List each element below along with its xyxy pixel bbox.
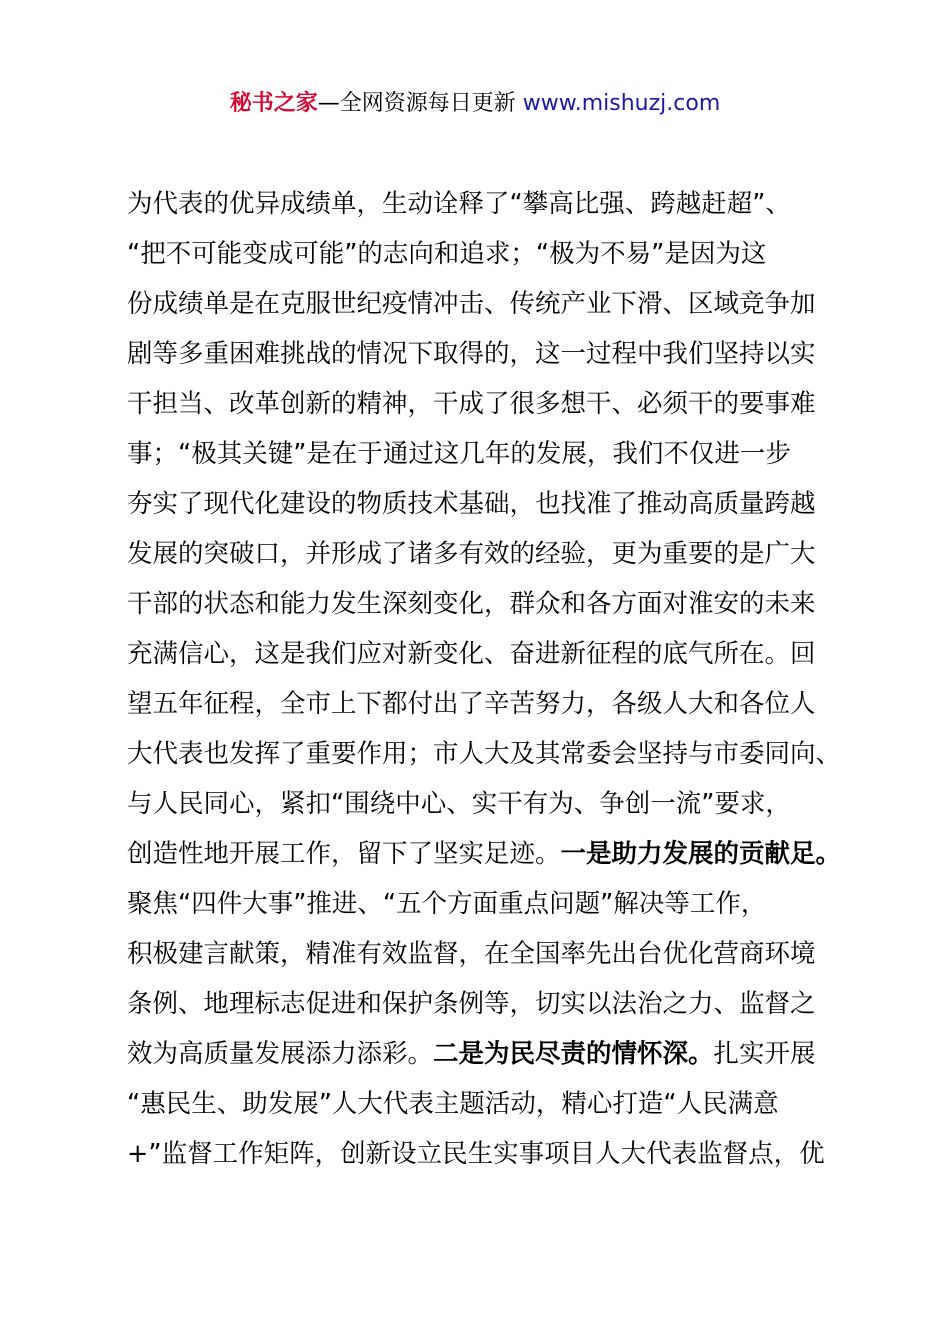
text-line xyxy=(127,684,847,734)
text-line xyxy=(127,434,847,484)
body-text-segment: 聚焦“四件大事”推进、“五个方面重点问题”解决等工作， xyxy=(127,889,767,919)
text-line xyxy=(127,1134,847,1184)
body-text-segment: 积极建言献策，精准有效监督，在全国率先出台优化营商环境 xyxy=(127,939,816,969)
body-text-segment: 与人民同心，紧扣“围绕中心、实干有为、争创一流”要求， xyxy=(127,789,791,819)
text-line xyxy=(127,584,847,634)
text-line xyxy=(127,984,847,1034)
body-text-segment: 创造性地开展工作，留下了坚实足迹。 xyxy=(127,839,561,869)
body-text-segment: 份成绩单是在克服世纪疫情冲击、传统产业下滑、区域竞争加 xyxy=(127,289,816,319)
body-text-segment: 望五年征程，全市上下都付出了辛苦努力，各级人大和各位人 xyxy=(127,689,816,719)
header-slogan: —全网资源每日更新 xyxy=(317,91,523,116)
body-text-segment: “把不可能变成可能”的志向和追求；“极为不易”是因为这 xyxy=(127,239,767,269)
text-line xyxy=(127,784,847,834)
body-text-segment: 干担当、改革创新的精神，干成了很多想干、必须干的要事难 xyxy=(127,389,816,419)
text-line xyxy=(127,534,847,584)
text-line xyxy=(127,634,847,684)
text-line xyxy=(127,1034,847,1084)
body-text-segment: “惠民生、助发展”人大代表主题活动，精心打造“人民满意 xyxy=(127,1089,779,1119)
body-text-segment: 干部的状态和能力发生深刻变化，群众和各方面对淮安的未来 xyxy=(127,589,816,619)
body-text-segment: 事；“极其关键”是在于通过这几年的发展，我们不仅进一步 xyxy=(127,439,791,469)
body-text-segment: 扎实开展 xyxy=(713,1039,816,1069)
body-text-segment: 条例、地理标志促进和保护条例等，切实以法治之力、监督之 xyxy=(127,989,816,1019)
body-text-segment: 充满信心，这是我们应对新变化、奋进新征程的底气所在。回 xyxy=(127,639,816,669)
text-line xyxy=(127,184,847,234)
body-text-segment: 为代表的优异成绩单，生动诠释了“攀高比强、跨越赶超”、 xyxy=(127,189,791,219)
page-header xyxy=(0,88,950,120)
site-url[interactable]: www.mishuzj.com xyxy=(522,91,721,116)
body-text-segment: 大代表也发挥了重要作用；市人大及其常委会坚持与市委同向、 xyxy=(127,739,842,769)
brand-name: 秘书之家 xyxy=(229,91,318,116)
text-line xyxy=(127,884,847,934)
body-text-segment: 夯实了现代化建设的物质技术基础，也找准了推动高质量跨越 xyxy=(127,489,816,519)
body-text-segment: +”监督工作矩阵，创新设立民生实事项目人大代表监督点，优 xyxy=(127,1139,825,1169)
bold-heading-text: 二是为民尽责的情怀深。 xyxy=(433,1039,714,1069)
body-text-segment: 发展的突破口，并形成了诸多有效的经验，更为重要的是广大 xyxy=(127,539,816,569)
text-line xyxy=(127,234,847,284)
bold-heading-text: 一是助力发展的贡献足。 xyxy=(560,839,842,869)
text-line xyxy=(127,334,847,384)
text-line xyxy=(127,934,847,984)
text-line xyxy=(127,484,847,534)
text-line xyxy=(127,284,847,334)
body-text-segment: 效为高质量发展添力添彩。 xyxy=(127,1039,434,1069)
document-body xyxy=(127,184,847,1184)
body-text-segment: 剧等多重困难挑战的情况下取得的，这一过程中我们坚持以实 xyxy=(127,339,816,369)
text-line xyxy=(127,734,847,784)
text-line xyxy=(127,834,847,884)
text-line xyxy=(127,1084,847,1134)
text-line xyxy=(127,384,847,434)
